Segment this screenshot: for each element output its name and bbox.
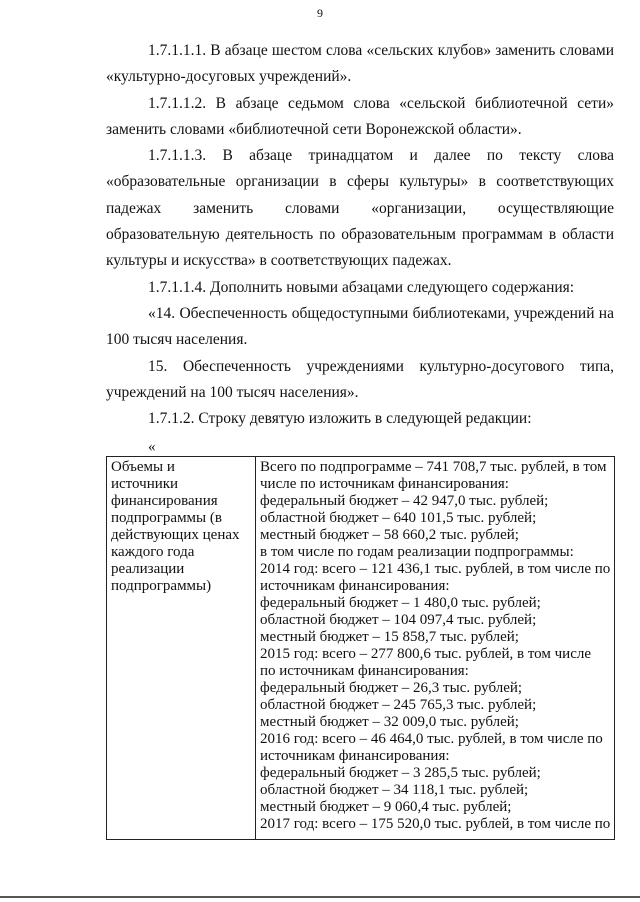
table-content-line: областной бюджет – 245 765,3 тыс. рублей; [260, 697, 537, 713]
table-content-line: 2015 год: всего – 277 800,6 тыс. рублей, в том числе [260, 646, 592, 662]
financing-table [106, 456, 615, 840]
table-label-line: каждого года [111, 544, 195, 560]
table-content-line: источникам финансирования: [260, 748, 450, 764]
paragraph-1-7-1-2: 1.7.1.2. Строку девятую изложить в следующей редакции: [148, 410, 532, 428]
table-label-line: источники [111, 476, 179, 492]
table-row [107, 457, 615, 840]
table-content-line: областной бюджет – 640 101,5 тыс. рублей; [260, 510, 537, 526]
table-label-line: Объемы и [111, 459, 175, 475]
paragraph-item-15: 15. Обеспеченность учреждениями культурно-досугового типа, учреждений на 100 тысяч населения». [106, 357, 614, 401]
table-content-line: по источникам финансирования: [260, 663, 469, 679]
table-label-line: подпрограммы) [111, 578, 212, 594]
table-content-line: числе по источникам финансирования: [260, 476, 509, 492]
opening-quote-mark: « [148, 439, 156, 455]
paragraph-item-14: «14. Обеспеченность общедоступными библиотеками, учреждений на 100 тысяч населения. [106, 304, 614, 349]
paragraph-1-7-1-1-1: 1.7.1.1.1. В абзаце шестом слова «сельских клубов» заменить словами «культурно-досуговых учреждений». [106, 42, 614, 86]
table-content-line: местный бюджет – 32 009,0 тыс. рублей; [260, 714, 519, 730]
table-content-line: областной бюджет – 34 118,1 тыс. рублей; [260, 782, 529, 798]
table-content-line: местный бюджет – 9 060,4 тыс. рублей; [260, 799, 512, 815]
paragraph-1-7-1-1-3: 1.7.1.1.3. В абзаце тринадцатом и далее по тексту слова «образовательные организации в сферы культуры» в соответствующих падежах заменить словами «организации, осуществляющие образовательную деятельность по образовательным программам в области культуры и искусства» в соответствующих падежах. [106, 147, 614, 270]
table-label-line: финансирования [111, 493, 218, 509]
table-content-line: федеральный бюджет – 3 285,5 тыс. рублей; [260, 765, 541, 781]
table-content-line: 2017 год: всего – 175 520,0 тыс. рублей, в том числе по [260, 816, 611, 832]
table-content-line: областной бюджет – 104 097,4 тыс. рублей; [260, 612, 537, 628]
table-content-line: местный бюджет – 58 660,2 тыс. рублей; [260, 527, 519, 543]
table-label-line: подпрограммы (в [111, 510, 222, 526]
paragraph-1-7-1-1-4: 1.7.1.1.4. Дополнить новыми абзацами следующего содержания: [148, 278, 575, 296]
table-content-line: федеральный бюджет – 42 947,0 тыс. рублей; [260, 493, 549, 509]
table-content-line: Всего по подпрограмме – 741 708,7 тыс. рублей, в том [260, 459, 607, 475]
page-number: 9 [317, 6, 323, 20]
page-bottom-rule [0, 896, 640, 898]
table-content-line: в том числе по годам реализации подпрограммы: [260, 544, 574, 560]
document-body [106, 38, 614, 432]
table-content-line: местный бюджет – 15 858,7 тыс. рублей; [260, 629, 519, 645]
table-content-line: федеральный бюджет – 26,3 тыс. рублей; [260, 680, 523, 696]
table-label-line: действующих ценах [111, 527, 240, 543]
table-content-cell [256, 457, 615, 840]
table-content-line: 2016 год: всего – 46 464,0 тыс. рублей, в том числе по [260, 731, 603, 747]
table-content-line: федеральный бюджет – 1 480,0 тыс. рублей; [260, 595, 541, 611]
table-content-line: источникам финансирования: [260, 578, 450, 594]
table-label-line: реализации [111, 561, 185, 577]
table-label-cell [107, 457, 256, 840]
table-content-line: 2014 год: всего – 121 436,1 тыс. рублей, в том числе по [260, 561, 611, 577]
paragraph-1-7-1-1-2: 1.7.1.1.2. В абзаце седьмом слова «сельской библиотечной сети» заменить словами «библиотечной сети Воронежской области». [106, 94, 614, 138]
